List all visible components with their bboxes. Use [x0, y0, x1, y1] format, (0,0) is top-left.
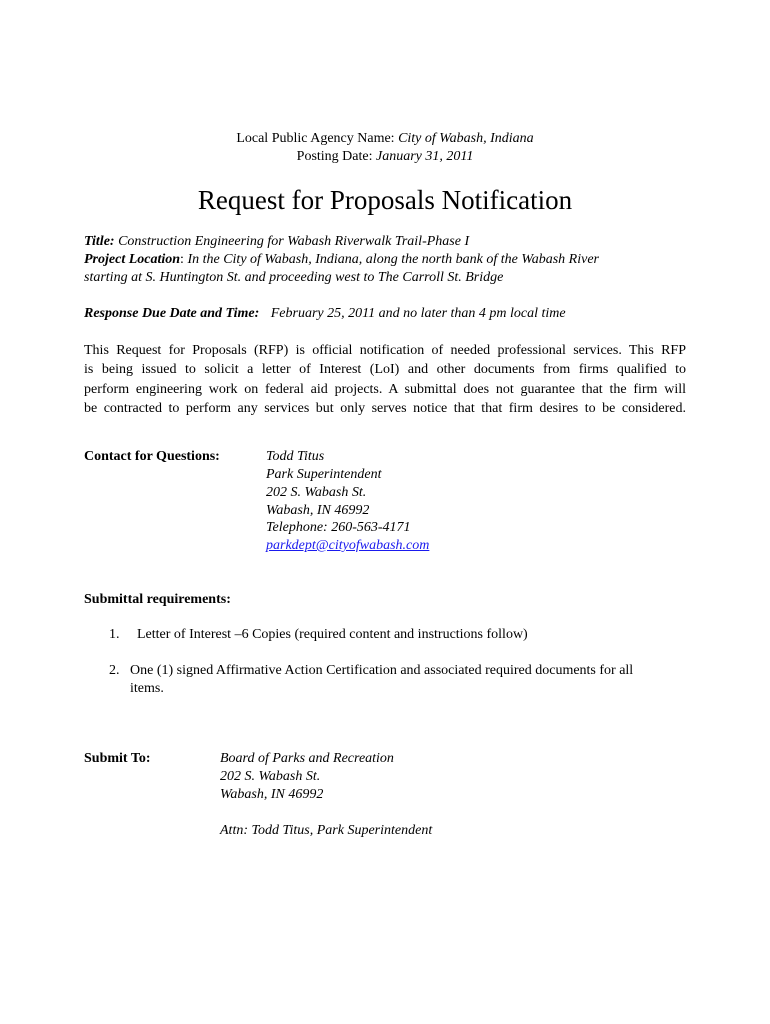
submit-to-org: Board of Parks and Recreation — [220, 751, 394, 766]
submit-to-label: Submit To: — [84, 751, 151, 766]
contact-role: Park Superintendent — [266, 467, 382, 482]
posting-value: January 31, 2011 — [376, 149, 474, 164]
submit-to-attn: Attn: Todd Titus, Park Superintendent — [220, 823, 433, 838]
response-due-value: February 25, 2011 and no later than 4 pm local time — [270, 306, 566, 321]
intro-line-2: is being issued to solicit a letter of Interest (LoI) and other documents from firms qualified to — [84, 362, 686, 378]
submit-to-street: 202 S. Wabash St. — [220, 769, 321, 784]
submittal-item-1-text: Letter of Interest –6 Copies (required content and instructions follow) — [137, 627, 528, 642]
intro-line-3: perform engineering work on federal aid projects. A submittal does not guarantee that the firm will — [84, 381, 686, 397]
project-title-line — [84, 233, 469, 251]
posting-date-line — [0, 148, 770, 166]
contact-city: Wabash, IN 46992 — [266, 503, 370, 518]
contact-label: Contact for Questions: — [84, 449, 220, 464]
project-location-value-2: starting at S. Huntington St. and proceeding west to The Carroll St. Bridge — [84, 270, 504, 285]
intro-line-1: This Request for Proposals (RFP) is official notification of needed professional services. This RFP — [84, 343, 686, 358]
submittal-heading: Submittal requirements: — [84, 592, 231, 607]
project-title-value: Construction Engineering for Wabash Riverwalk Trail-Phase I — [118, 234, 470, 249]
contact-email-link[interactable]: parkdept@cityofwabash.com — [266, 538, 430, 553]
submittal-item-2-text-2: items. — [130, 681, 164, 696]
submittal-item-2-number: 2. — [109, 663, 120, 678]
contact-street: 202 S. Wabash St. — [266, 485, 367, 500]
submittal-item-2-text-1: One (1) signed Affirmative Action Certification and associated required documents for all — [130, 663, 634, 678]
response-due-label: Response Due Date and Time: — [84, 306, 260, 321]
contact-name: Todd Titus — [266, 449, 325, 464]
project-location-value-1: In the City of Wabash, Indiana, along the north bank of the Wabash River — [187, 252, 599, 267]
page-title: Request for Proposals Notification — [197, 185, 573, 215]
agency-value: City of Wabash, Indiana — [398, 131, 534, 146]
project-location-label: Project Location — [84, 252, 181, 267]
submittal-item-1-number: 1. — [109, 627, 120, 642]
response-due-line — [84, 305, 566, 323]
agency-label: Local Public Agency Name: — [236, 131, 395, 146]
contact-telephone: Telephone: 260-563-4171 — [266, 520, 411, 535]
project-title-label: Title: — [84, 234, 115, 249]
intro-paragraph — [84, 341, 686, 419]
posting-label: Posting Date: — [296, 149, 373, 164]
agency-line — [0, 130, 770, 148]
submit-to-city: Wabash, IN 46992 — [220, 787, 324, 802]
intro-line-4: be contracted to perform any services but only serves notice that that firm desires to be considered. — [84, 401, 686, 417]
project-location-line: Project Location: In the City of Wabash, Indiana, along the north bank of the Wabash River — [84, 252, 599, 267]
